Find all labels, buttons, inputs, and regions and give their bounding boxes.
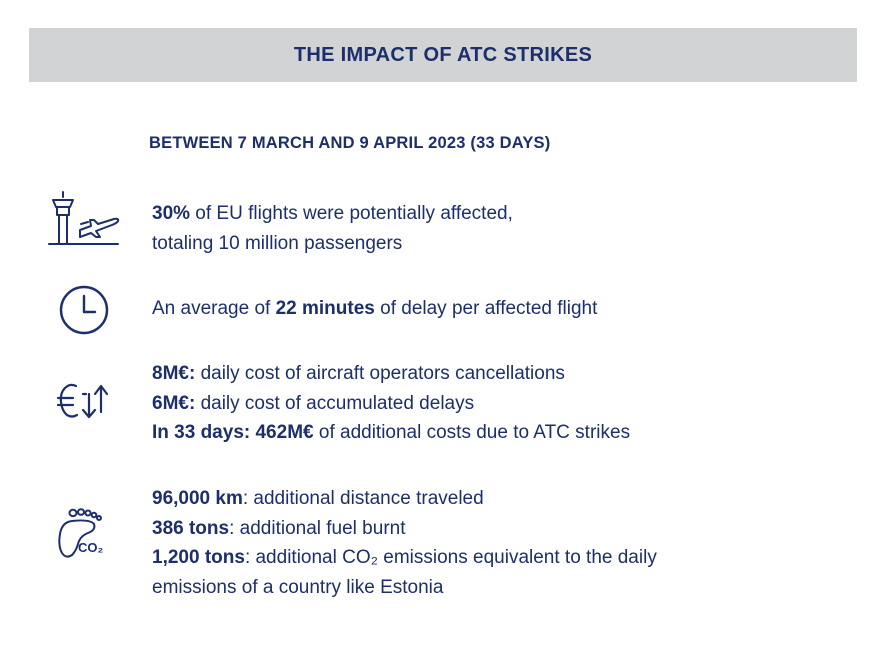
clock-icon — [58, 284, 110, 336]
date-range-subtitle: BETWEEN 7 MARCH AND 9 APRIL 2023 (33 DAYS) — [149, 134, 551, 152]
stat-text: of delay per affected flight — [374, 298, 598, 319]
co2-footprint-icon — [52, 506, 114, 562]
header-banner — [29, 28, 857, 82]
stat-text: : additional fuel burnt — [229, 517, 406, 539]
stat-value: 1,200 tons — [152, 547, 245, 568]
stat-line — [152, 199, 513, 229]
euro-arrows-icon — [56, 380, 114, 424]
cost-text — [152, 359, 630, 448]
stat-text: totaling 10 million passengers — [152, 232, 403, 254]
average-delay-text — [152, 294, 597, 324]
stat-line — [152, 229, 513, 259]
stat-value: 96,000 km — [152, 488, 243, 509]
stat-text: : additional CO₂ emissions equivalent to the daily — [244, 547, 657, 568]
stat-line — [152, 389, 630, 419]
stat-text: emissions of a country like Estonia — [152, 576, 444, 598]
stat-line — [152, 543, 657, 573]
stat-line — [152, 359, 630, 389]
stat-text: of additional costs due to ATC strikes — [313, 422, 631, 443]
stat-value: 30% — [152, 203, 191, 224]
stat-line — [152, 418, 630, 448]
stat-text: An average of — [152, 298, 276, 319]
control-tower-airplane-icon — [46, 190, 122, 250]
environmental-impact-text — [152, 484, 657, 602]
stat-line — [152, 573, 657, 603]
stat-line — [152, 484, 657, 514]
stat-text: : additional distance traveled — [242, 488, 484, 509]
stat-text: daily cost of accumulated delays — [195, 392, 475, 414]
co2-icon-label: CO₂ — [78, 540, 104, 555]
stat-text: of EU flights were potentially affected, — [190, 203, 513, 224]
stat-text: daily cost of aircraft operators cancellations — [195, 363, 565, 384]
stat-line — [152, 514, 657, 544]
page-title: THE IMPACT OF ATC STRIKES — [293, 43, 593, 66]
stat-value: 386 tons — [152, 517, 230, 539]
stat-value: 6M€: — [152, 392, 196, 414]
stat-value: In 33 days: 462M€ — [152, 422, 314, 443]
stat-value: 22 minutes — [275, 298, 375, 319]
stat-value: 8M€: — [152, 363, 196, 384]
stat-line — [152, 294, 597, 324]
flights-affected-text — [152, 199, 513, 258]
